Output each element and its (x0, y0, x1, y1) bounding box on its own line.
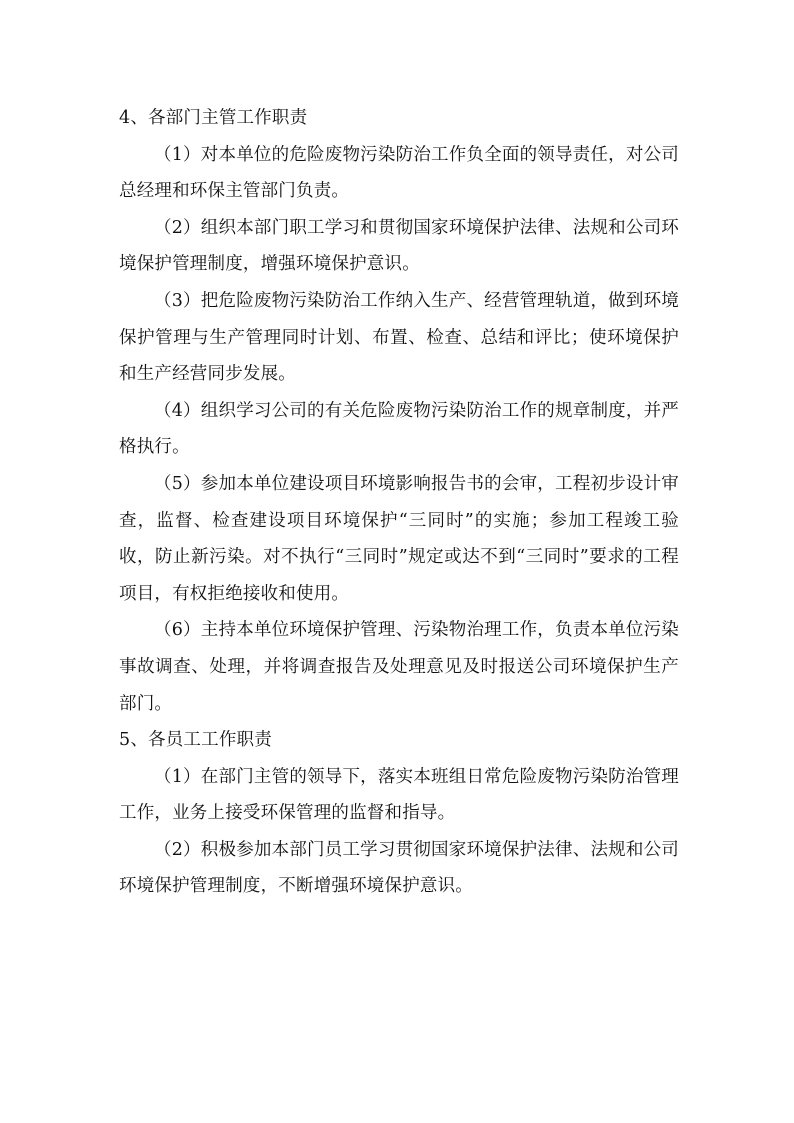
paragraph-4-1: （1）对本单位的危险废物污染防治工作负全面的领导责任，对公司总经理和环保主管部门负责。 (119, 144, 679, 202)
paragraph-5-2: （2）积极参加本部门员工学习贯彻国家环境保护法律、法规和公司环境保护管理制度，不断增强环境保护意识。 (119, 839, 679, 897)
paragraph-4-6: （6）主持本单位环境保护管理、污染物治理工作，负责本单位污染事故调查、处理，并将调查报告及处理意见及时报送公司环境保护生产部门。 (119, 620, 679, 714)
paragraph-4-3: （3）把危险废物污染防治工作纳入生产、经营管理轨道，做到环境保护管理与生产管理同时计划、布置、检查、总结和评比；使环境保护和生产经营同步发展。 (119, 290, 679, 385)
section-heading-5: 5、各员工工作职责 (119, 730, 272, 751)
paragraph-5-1: （1）在部门主管的领导下，落实本班组日常危险废物污染防治管理工作，业务上接受环保管理的监督和指导。 (119, 766, 679, 824)
paragraph-4-2: （2）组织本部门职工学习和贯彻国家环境保护法律、法规和公司环境保护管理制度，增强环境保护意识。 (119, 217, 679, 275)
paragraph-4-4: （4）组织学习公司的有关危险废物污染防治工作的规章制度，并严格执行。 (119, 400, 679, 458)
document-body (119, 100, 679, 905)
section-heading-4: 4、各部门主管工作职责 (119, 108, 308, 128)
paragraph-4-5: （5）参加本单位建设项目环境影响报告书的会审，工程初步设计审查，监督、检查建设项目环境保护“三同时”的实施；参加工程竣工验收，防止新污染。对不执行“三同时”规定或达不到“三同时”要求的工程项目，有权拒绝接收和使用。 (119, 473, 679, 604)
